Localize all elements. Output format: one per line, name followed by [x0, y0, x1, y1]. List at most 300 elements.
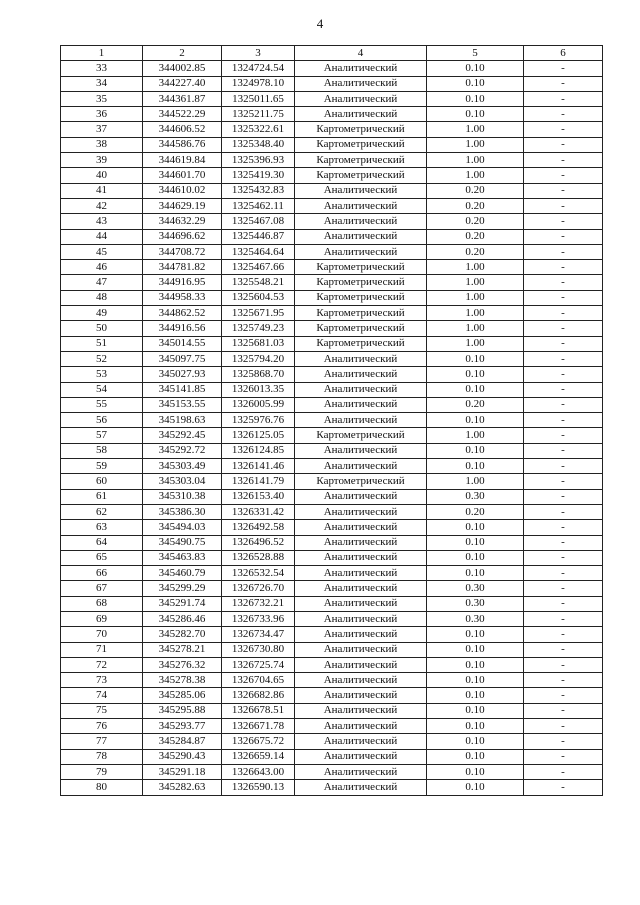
table-row [61, 688, 603, 703]
header-row [61, 46, 603, 61]
coordinates-table [60, 45, 603, 796]
note-cell: - [524, 719, 603, 734]
point-number-cell: 75 [61, 703, 143, 718]
table-row [61, 229, 603, 244]
note-cell: - [524, 275, 603, 290]
point-number-cell: 70 [61, 627, 143, 642]
accuracy-cell: 0.10 [427, 627, 524, 642]
table-row [61, 780, 603, 795]
x-coordinate-cell: 345460.79 [143, 566, 222, 581]
method-cell: Аналитический [295, 413, 427, 428]
point-number-cell: 56 [61, 413, 143, 428]
x-coordinate-cell: 345386.30 [143, 504, 222, 519]
note-cell: - [524, 611, 603, 626]
table-row [61, 734, 603, 749]
note-cell: - [524, 137, 603, 152]
accuracy-cell: 0.20 [427, 229, 524, 244]
y-coordinate-cell: 1325348.40 [222, 137, 295, 152]
method-cell: Аналитический [295, 520, 427, 535]
accuracy-cell: 0.30 [427, 611, 524, 626]
header-cell-1: 1 [61, 46, 143, 61]
point-number-cell: 43 [61, 214, 143, 229]
method-cell: Аналитический [295, 198, 427, 213]
point-number-cell: 52 [61, 351, 143, 366]
accuracy-cell: 1.00 [427, 168, 524, 183]
y-coordinate-cell: 1326659.14 [222, 749, 295, 764]
table-row [61, 306, 603, 321]
y-coordinate-cell: 1326730.80 [222, 642, 295, 657]
table-row [61, 428, 603, 443]
note-cell: - [524, 504, 603, 519]
table-row [61, 107, 603, 122]
x-coordinate-cell: 344619.84 [143, 153, 222, 168]
y-coordinate-cell: 1326141.46 [222, 459, 295, 474]
table-row [61, 673, 603, 688]
x-coordinate-cell: 345293.77 [143, 719, 222, 734]
x-coordinate-cell: 345295.88 [143, 703, 222, 718]
x-coordinate-cell: 345291.74 [143, 596, 222, 611]
note-cell: - [524, 459, 603, 474]
method-cell: Картометрический [295, 306, 427, 321]
table-row [61, 351, 603, 366]
note-cell: - [524, 153, 603, 168]
note-cell: - [524, 474, 603, 489]
method-cell: Аналитический [295, 566, 427, 581]
table-row [61, 459, 603, 474]
x-coordinate-cell: 345292.45 [143, 428, 222, 443]
point-number-cell: 49 [61, 306, 143, 321]
x-coordinate-cell: 344522.29 [143, 107, 222, 122]
method-cell: Картометрический [295, 474, 427, 489]
note-cell: - [524, 535, 603, 550]
point-number-cell: 67 [61, 581, 143, 596]
note-cell: - [524, 688, 603, 703]
method-cell: Картометрический [295, 137, 427, 152]
y-coordinate-cell: 1326125.05 [222, 428, 295, 443]
x-coordinate-cell: 345490.75 [143, 535, 222, 550]
x-coordinate-cell: 344002.85 [143, 61, 222, 76]
point-number-cell: 39 [61, 153, 143, 168]
x-coordinate-cell: 345285.06 [143, 688, 222, 703]
table-row [61, 719, 603, 734]
note-cell: - [524, 581, 603, 596]
y-coordinate-cell: 1326124.85 [222, 443, 295, 458]
method-cell: Аналитический [295, 627, 427, 642]
table-row [61, 76, 603, 91]
table-row [61, 596, 603, 611]
note-cell: - [524, 290, 603, 305]
note-cell: - [524, 306, 603, 321]
method-cell: Аналитический [295, 367, 427, 382]
y-coordinate-cell: 1326590.13 [222, 780, 295, 795]
point-number-cell: 57 [61, 428, 143, 443]
y-coordinate-cell: 1325467.08 [222, 214, 295, 229]
point-number-cell: 42 [61, 198, 143, 213]
accuracy-cell: 0.10 [427, 382, 524, 397]
y-coordinate-cell: 1326734.47 [222, 627, 295, 642]
point-number-cell: 74 [61, 688, 143, 703]
table-row [61, 550, 603, 565]
note-cell: - [524, 367, 603, 382]
accuracy-cell: 1.00 [427, 153, 524, 168]
y-coordinate-cell: 1326682.86 [222, 688, 295, 703]
y-coordinate-cell: 1326671.78 [222, 719, 295, 734]
table-row [61, 504, 603, 519]
table-row [61, 61, 603, 76]
accuracy-cell: 0.10 [427, 688, 524, 703]
x-coordinate-cell: 344862.52 [143, 306, 222, 321]
table-row [61, 764, 603, 779]
x-coordinate-cell: 345463.83 [143, 550, 222, 565]
note-cell: - [524, 76, 603, 91]
point-number-cell: 55 [61, 397, 143, 412]
table-row [61, 367, 603, 382]
accuracy-cell: 1.00 [427, 137, 524, 152]
point-number-cell: 44 [61, 229, 143, 244]
table-row [61, 566, 603, 581]
accuracy-cell: 1.00 [427, 336, 524, 351]
point-number-cell: 50 [61, 321, 143, 336]
y-coordinate-cell: 1325446.87 [222, 229, 295, 244]
point-number-cell: 61 [61, 489, 143, 504]
x-coordinate-cell: 345014.55 [143, 336, 222, 351]
accuracy-cell: 0.20 [427, 504, 524, 519]
accuracy-cell: 0.20 [427, 397, 524, 412]
x-coordinate-cell: 345282.70 [143, 627, 222, 642]
x-coordinate-cell: 345276.32 [143, 657, 222, 672]
point-number-cell: 64 [61, 535, 143, 550]
accuracy-cell: 0.10 [427, 657, 524, 672]
accuracy-cell: 1.00 [427, 428, 524, 443]
note-cell: - [524, 107, 603, 122]
y-coordinate-cell: 1326013.35 [222, 382, 295, 397]
x-coordinate-cell: 345027.93 [143, 367, 222, 382]
y-coordinate-cell: 1325604.53 [222, 290, 295, 305]
x-coordinate-cell: 344781.82 [143, 260, 222, 275]
method-cell: Картометрический [295, 428, 427, 443]
method-cell: Аналитический [295, 673, 427, 688]
method-cell: Картометрический [295, 122, 427, 137]
x-coordinate-cell: 345198.63 [143, 413, 222, 428]
point-number-cell: 58 [61, 443, 143, 458]
point-number-cell: 66 [61, 566, 143, 581]
x-coordinate-cell: 345291.18 [143, 764, 222, 779]
table-row [61, 275, 603, 290]
table-row [61, 581, 603, 596]
y-coordinate-cell: 1325548.21 [222, 275, 295, 290]
x-coordinate-cell: 344708.72 [143, 244, 222, 259]
note-cell: - [524, 244, 603, 259]
note-cell: - [524, 260, 603, 275]
note-cell: - [524, 566, 603, 581]
method-cell: Аналитический [295, 229, 427, 244]
note-cell: - [524, 336, 603, 351]
y-coordinate-cell: 1326153.40 [222, 489, 295, 504]
note-cell: - [524, 428, 603, 443]
x-coordinate-cell: 345299.29 [143, 581, 222, 596]
accuracy-cell: 0.10 [427, 719, 524, 734]
table-row [61, 91, 603, 106]
accuracy-cell: 1.00 [427, 306, 524, 321]
method-cell: Аналитический [295, 550, 427, 565]
x-coordinate-cell: 345278.21 [143, 642, 222, 657]
x-coordinate-cell: 345286.46 [143, 611, 222, 626]
accuracy-cell: 0.10 [427, 764, 524, 779]
x-coordinate-cell: 344361.87 [143, 91, 222, 106]
accuracy-cell: 0.30 [427, 596, 524, 611]
method-cell: Аналитический [295, 91, 427, 106]
method-cell: Картометрический [295, 153, 427, 168]
point-number-cell: 40 [61, 168, 143, 183]
method-cell: Аналитический [295, 214, 427, 229]
point-number-cell: 62 [61, 504, 143, 519]
method-cell: Аналитический [295, 734, 427, 749]
point-number-cell: 54 [61, 382, 143, 397]
note-cell: - [524, 734, 603, 749]
point-number-cell: 53 [61, 367, 143, 382]
accuracy-cell: 1.00 [427, 275, 524, 290]
y-coordinate-cell: 1325794.20 [222, 351, 295, 366]
header-cell-5: 5 [427, 46, 524, 61]
note-cell: - [524, 703, 603, 718]
y-coordinate-cell: 1326492.58 [222, 520, 295, 535]
x-coordinate-cell: 345290.43 [143, 749, 222, 764]
x-coordinate-cell: 344227.40 [143, 76, 222, 91]
method-cell: Аналитический [295, 642, 427, 657]
point-number-cell: 78 [61, 749, 143, 764]
table-row [61, 397, 603, 412]
y-coordinate-cell: 1325976.76 [222, 413, 295, 428]
accuracy-cell: 0.10 [427, 443, 524, 458]
y-coordinate-cell: 1325681.03 [222, 336, 295, 351]
y-coordinate-cell: 1326678.51 [222, 703, 295, 718]
table-row [61, 122, 603, 137]
point-number-cell: 36 [61, 107, 143, 122]
note-cell: - [524, 596, 603, 611]
y-coordinate-cell: 1325749.23 [222, 321, 295, 336]
accuracy-cell: 0.10 [427, 749, 524, 764]
x-coordinate-cell: 344601.70 [143, 168, 222, 183]
note-cell: - [524, 413, 603, 428]
accuracy-cell: 0.20 [427, 183, 524, 198]
note-cell: - [524, 229, 603, 244]
x-coordinate-cell: 344610.02 [143, 183, 222, 198]
point-number-cell: 69 [61, 611, 143, 626]
table-row [61, 168, 603, 183]
method-cell: Картометрический [295, 260, 427, 275]
point-number-cell: 48 [61, 290, 143, 305]
accuracy-cell: 0.10 [427, 734, 524, 749]
accuracy-cell: 0.20 [427, 244, 524, 259]
table-body [61, 61, 603, 795]
point-number-cell: 37 [61, 122, 143, 137]
y-coordinate-cell: 1325462.11 [222, 198, 295, 213]
table-row [61, 336, 603, 351]
accuracy-cell: 0.10 [427, 413, 524, 428]
point-number-cell: 79 [61, 764, 143, 779]
point-number-cell: 65 [61, 550, 143, 565]
table-row [61, 198, 603, 213]
table-row [61, 153, 603, 168]
y-coordinate-cell: 1324978.10 [222, 76, 295, 91]
table-row [61, 321, 603, 336]
y-coordinate-cell: 1325464.64 [222, 244, 295, 259]
y-coordinate-cell: 1325396.93 [222, 153, 295, 168]
table-row [61, 611, 603, 626]
method-cell: Аналитический [295, 183, 427, 198]
y-coordinate-cell: 1325671.95 [222, 306, 295, 321]
method-cell: Аналитический [295, 244, 427, 259]
y-coordinate-cell: 1326141.79 [222, 474, 295, 489]
header-cell-2: 2 [143, 46, 222, 61]
x-coordinate-cell: 344629.19 [143, 198, 222, 213]
y-coordinate-cell: 1326331.42 [222, 504, 295, 519]
y-coordinate-cell: 1324724.54 [222, 61, 295, 76]
method-cell: Аналитический [295, 703, 427, 718]
accuracy-cell: 1.00 [427, 321, 524, 336]
page-number: 4 [316, 16, 324, 31]
point-number-cell: 73 [61, 673, 143, 688]
method-cell: Аналитический [295, 459, 427, 474]
point-number-cell: 60 [61, 474, 143, 489]
accuracy-cell: 1.00 [427, 122, 524, 137]
note-cell: - [524, 351, 603, 366]
point-number-cell: 63 [61, 520, 143, 535]
x-coordinate-cell: 345284.87 [143, 734, 222, 749]
table-row [61, 443, 603, 458]
accuracy-cell: 0.10 [427, 459, 524, 474]
table-row [61, 244, 603, 259]
table-row [61, 290, 603, 305]
y-coordinate-cell: 1326532.54 [222, 566, 295, 581]
method-cell: Картометрический [295, 275, 427, 290]
x-coordinate-cell: 345141.85 [143, 382, 222, 397]
x-coordinate-cell: 345303.04 [143, 474, 222, 489]
accuracy-cell: 0.30 [427, 581, 524, 596]
header-cell-4: 4 [295, 46, 427, 61]
accuracy-cell: 0.10 [427, 91, 524, 106]
x-coordinate-cell: 344958.33 [143, 290, 222, 305]
note-cell: - [524, 642, 603, 657]
note-cell: - [524, 673, 603, 688]
point-number-cell: 34 [61, 76, 143, 91]
y-coordinate-cell: 1325211.75 [222, 107, 295, 122]
table-row [61, 382, 603, 397]
note-cell: - [524, 382, 603, 397]
note-cell: - [524, 61, 603, 76]
point-number-cell: 38 [61, 137, 143, 152]
accuracy-cell: 0.10 [427, 550, 524, 565]
x-coordinate-cell: 344586.76 [143, 137, 222, 152]
header-cell-3: 3 [222, 46, 295, 61]
x-coordinate-cell: 344916.95 [143, 275, 222, 290]
table-row [61, 749, 603, 764]
point-number-cell: 35 [61, 91, 143, 106]
accuracy-cell: 0.10 [427, 520, 524, 535]
x-coordinate-cell: 344916.56 [143, 321, 222, 336]
method-cell: Аналитический [295, 719, 427, 734]
point-number-cell: 59 [61, 459, 143, 474]
table-row [61, 137, 603, 152]
accuracy-cell: 0.10 [427, 566, 524, 581]
accuracy-cell: 1.00 [427, 474, 524, 489]
point-number-cell: 47 [61, 275, 143, 290]
method-cell: Аналитический [295, 107, 427, 122]
accuracy-cell: 1.00 [427, 260, 524, 275]
note-cell: - [524, 91, 603, 106]
method-cell: Аналитический [295, 397, 427, 412]
y-coordinate-cell: 1325467.66 [222, 260, 295, 275]
table-row [61, 627, 603, 642]
point-number-cell: 46 [61, 260, 143, 275]
method-cell: Аналитический [295, 688, 427, 703]
y-coordinate-cell: 1326704.65 [222, 673, 295, 688]
method-cell: Аналитический [295, 382, 427, 397]
table-row [61, 183, 603, 198]
method-cell: Аналитический [295, 780, 427, 795]
x-coordinate-cell: 345310.38 [143, 489, 222, 504]
method-cell: Аналитический [295, 504, 427, 519]
note-cell: - [524, 214, 603, 229]
x-coordinate-cell: 345282.63 [143, 780, 222, 795]
accuracy-cell: 0.10 [427, 351, 524, 366]
y-coordinate-cell: 1325432.83 [222, 183, 295, 198]
method-cell: Аналитический [295, 611, 427, 626]
y-coordinate-cell: 1326643.00 [222, 764, 295, 779]
note-cell: - [524, 749, 603, 764]
accuracy-cell: 0.10 [427, 673, 524, 688]
note-cell: - [524, 443, 603, 458]
method-cell: Аналитический [295, 61, 427, 76]
note-cell: - [524, 550, 603, 565]
point-number-cell: 71 [61, 642, 143, 657]
y-coordinate-cell: 1326005.99 [222, 397, 295, 412]
accuracy-cell: 0.10 [427, 76, 524, 91]
accuracy-cell: 0.10 [427, 61, 524, 76]
method-cell: Аналитический [295, 581, 427, 596]
table-row [61, 214, 603, 229]
x-coordinate-cell: 345153.55 [143, 397, 222, 412]
accuracy-cell: 0.10 [427, 107, 524, 122]
method-cell: Аналитический [295, 764, 427, 779]
accuracy-cell: 0.10 [427, 703, 524, 718]
x-coordinate-cell: 345278.38 [143, 673, 222, 688]
method-cell: Картометрический [295, 290, 427, 305]
y-coordinate-cell: 1326528.88 [222, 550, 295, 565]
note-cell: - [524, 321, 603, 336]
note-cell: - [524, 397, 603, 412]
x-coordinate-cell: 345303.49 [143, 459, 222, 474]
table-row [61, 703, 603, 718]
point-number-cell: 51 [61, 336, 143, 351]
point-number-cell: 77 [61, 734, 143, 749]
x-coordinate-cell: 345097.75 [143, 351, 222, 366]
x-coordinate-cell: 344632.29 [143, 214, 222, 229]
x-coordinate-cell: 344696.62 [143, 229, 222, 244]
accuracy-cell: 1.00 [427, 290, 524, 305]
note-cell: - [524, 168, 603, 183]
x-coordinate-cell: 345494.03 [143, 520, 222, 535]
table-row [61, 535, 603, 550]
table-row [61, 489, 603, 504]
x-coordinate-cell: 345292.72 [143, 443, 222, 458]
method-cell: Аналитический [295, 657, 427, 672]
point-number-cell: 80 [61, 780, 143, 795]
accuracy-cell: 0.30 [427, 489, 524, 504]
point-number-cell: 41 [61, 183, 143, 198]
y-coordinate-cell: 1325419.30 [222, 168, 295, 183]
method-cell: Аналитический [295, 351, 427, 366]
